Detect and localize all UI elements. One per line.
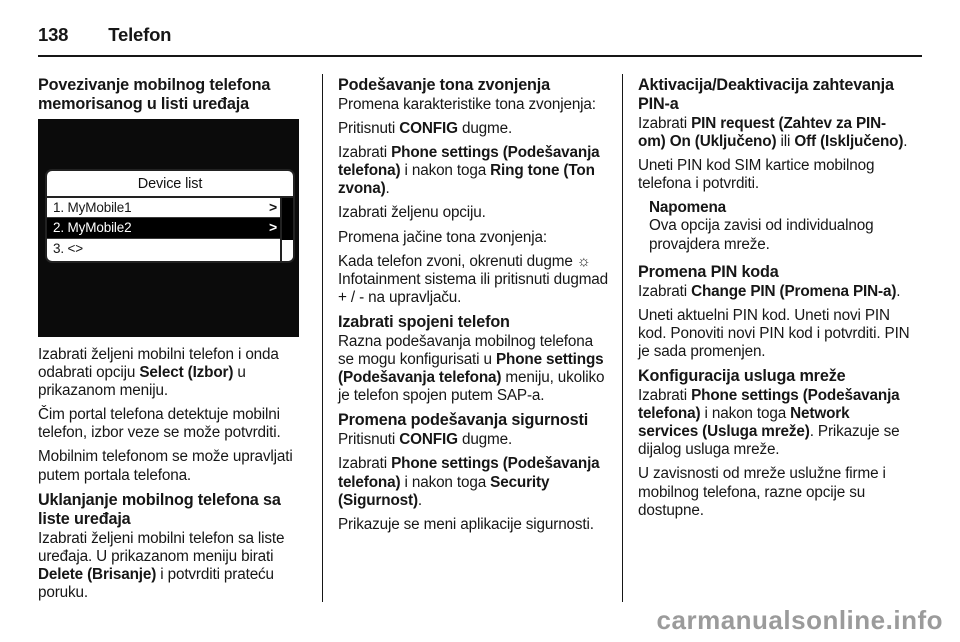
note-text: Ova opcija zavisi od individualnog provajdera mreže. (649, 217, 874, 253)
text-run: Izabrati (338, 455, 392, 473)
menu-term: On (Uključeno) (669, 133, 777, 151)
section-heading: Povezivanje mobilnog telefona memorisanog u listi uređaja (38, 76, 271, 113)
device-list-item (47, 239, 282, 258)
paragraph (338, 516, 610, 534)
text-run: Uneti PIN kod SIM kartice mobilnog telefona i potvrditi. (638, 157, 875, 193)
paragraph (338, 96, 610, 114)
device-list-item (47, 218, 282, 238)
text-run: Izabrati (638, 282, 692, 300)
paragraph (338, 333, 610, 405)
text-run: u prikazanom meniju. (38, 364, 246, 400)
paragraph (38, 406, 310, 442)
text-run: . Prikazuje se dijalog usluga mreže. (638, 423, 900, 459)
menu-term: Ring tone (Ton zvona) (338, 162, 595, 198)
section-heading: Uklanjanje mobilnog telefona sa liste uređaja (38, 490, 281, 528)
chevron-right-icon: > (268, 199, 277, 215)
scrollbar (280, 198, 293, 261)
text-run: Izabrati (338, 144, 392, 162)
text-run: Čim portal telefona detektuje mobilni telefon, izbor veze se može potvrditi. (38, 406, 281, 442)
text-run: Prikazuje se meni aplikacije sigurnosti. (338, 515, 594, 533)
menu-term: PIN request (Zahtev za PIN-om) (638, 115, 886, 151)
column-3 (622, 74, 922, 602)
menu-term: Delete (Brisanje) (38, 565, 157, 583)
menu-term: Phone settings (Podešavanja telefona) (638, 387, 900, 423)
text-run: meniju, ukoliko je telefon spojen putem SAP-a. (338, 369, 605, 405)
column-2 (322, 74, 622, 602)
paragraph (638, 465, 910, 519)
section-heading: Aktivacija/Deaktivacija zahtevanja PIN-a (638, 76, 894, 113)
text-run: Pritisnuti (338, 431, 400, 449)
device-list (47, 198, 282, 261)
text-run: i nakon toga (700, 405, 791, 423)
text-run: Promena jačine tona zvonjenja: (338, 228, 547, 246)
menu-term: CONFIG (399, 120, 458, 138)
text-run: Izabrati željeni mobilni telefon sa liste uređaja. U prikazanom meniju birati (38, 529, 285, 565)
paragraph (338, 144, 610, 198)
screen-body (47, 196, 293, 261)
text-run: Pritisnuti (338, 120, 400, 138)
paragraph (638, 307, 910, 361)
menu-term: Network services (Usluga mreže) (638, 405, 850, 441)
text-run: . (896, 282, 901, 300)
text-run: . (903, 133, 908, 151)
paragraph (338, 229, 610, 247)
section-heading: Podešavanje tona zvonjenja (338, 76, 550, 94)
text-run: Promena karakteristike tona zvonjenja: (338, 96, 596, 113)
menu-term: Off (Isključeno) (794, 133, 904, 151)
text-run: ili (776, 133, 795, 151)
text-run: dugme. (457, 431, 513, 449)
text-run: Uneti aktuelni PIN kod. Uneti novi PIN kod. Ponoviti novi PIN kod i potvrditi. PIN je sada promenjen. (638, 306, 910, 360)
note-block (649, 199, 910, 253)
device-list-item (47, 198, 282, 218)
menu-term: Phone settings (Podešavanja telefona) (338, 351, 604, 387)
text-run: Izabrati (638, 387, 692, 405)
menu-term: CONFIG (399, 431, 458, 449)
device-label: 2. MyMobile2 (53, 220, 132, 236)
device-list-screen (45, 169, 295, 263)
text-run: i nakon toga (400, 162, 491, 180)
section-heading: Promena podešavanja sigurnosti (338, 411, 589, 430)
device-list-figure (38, 119, 299, 337)
header-rule (38, 55, 922, 57)
device-label: 3. <> (53, 240, 84, 256)
screen-title: Device list (137, 176, 203, 192)
watermark: carmanualsonline.info (656, 605, 943, 635)
device-label: 1. MyMobile1 (53, 200, 132, 215)
paragraph (638, 387, 910, 459)
section-heading: Promena PIN koda (638, 262, 779, 281)
text-run: Izabrati (638, 115, 692, 132)
text-run: Razna podešavanja mobilnog telefona se mogu konfigurisati u (338, 332, 593, 369)
text-run: Mobilnim telefonom se može upravljati putem portala telefona. (38, 448, 293, 484)
scrollbar-thumb (282, 198, 293, 240)
text-run: dugme. (457, 120, 513, 138)
menu-term: Select (Izbor) (139, 364, 234, 382)
column-1 (38, 74, 322, 602)
chevron-right-icon: > (268, 219, 277, 236)
paragraph (38, 448, 310, 484)
content-columns (38, 74, 922, 602)
text-run: Izabrati željeni mobilni telefon i onda odabrati opciju (38, 346, 279, 382)
text-run: . (385, 180, 390, 198)
text-run: Kada telefon zvoni, okrenuti dugme ☼ Infotainment sistema ili pritisnuti dugmad + / - na upravljaču. (338, 252, 609, 306)
paragraph (338, 120, 610, 138)
paragraph (638, 157, 910, 193)
paragraph (38, 530, 310, 602)
paragraph (338, 431, 610, 449)
note-title: Napomena (649, 199, 727, 217)
menu-term: Change PIN (Promena PIN-a) (691, 282, 897, 300)
page-header (38, 24, 171, 46)
paragraph (638, 115, 910, 151)
section-heading: Konfiguracija usluga mreže (638, 367, 846, 386)
menu-term: Security (Sigurnost) (338, 473, 550, 509)
paragraph (338, 455, 610, 509)
paragraph (338, 204, 610, 222)
text-run: U zavisnosti od mreže uslužne firme i mobilnog telefona, razne opcije su dostupne. (638, 465, 886, 519)
section-heading: Izabrati spojeni telefon (338, 312, 510, 331)
page-number: 138 (38, 24, 69, 45)
text-run: . (417, 491, 423, 509)
text-run: Izabrati željenu opciju. (338, 204, 486, 222)
text-run: i nakon toga (400, 473, 491, 491)
paragraph (338, 253, 610, 307)
chapter-title: Telefon (108, 24, 172, 45)
paragraph (638, 283, 910, 301)
text-run: i potvrditi prateću poruku. (38, 565, 274, 601)
menu-term: Phone settings (Podešavanja telefona) (338, 455, 600, 491)
menu-term: Phone settings (Podešavanja telefona) (338, 144, 600, 180)
paragraph (38, 346, 310, 400)
